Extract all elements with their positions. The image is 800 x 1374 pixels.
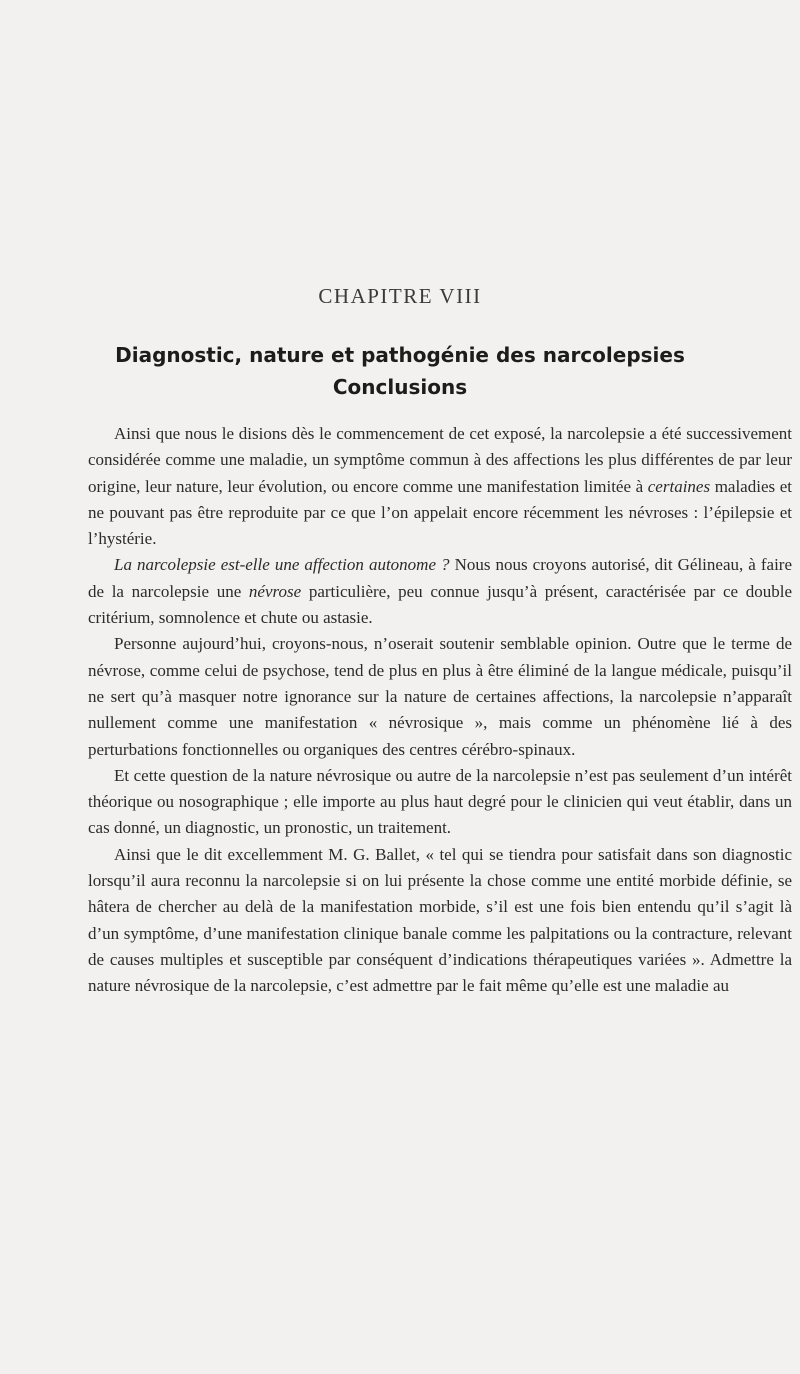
paragraph-2: [88, 552, 792, 631]
chapter-label: CHAPITRE VIII: [318, 284, 482, 308]
paragraph-5: Ainsi que le dit excellemment M. G. Ballet, « tel qui se tiendra pour satisfait dans son diagnostic lorsqu’il aura reconnu la narcolepsie si on lui présente la chose comme une entité morbide définie, se hâtera de chercher au delà de la manifestation morbide, s’il est une fois bien entendu qu’il s’agit là d’un symptôme, d’une manifestation clinique banale comme les palpitations ou la contracture, relevant de causes multiples et susceptible par conséquent d’indications thérapeutiques variées ». Admettre la nature névrosique de la narcolepsie, c’est admettre par le fait même qu’elle est une maladie au: [88, 844, 792, 996]
paragraph-3: Personne aujourd’hui, croyons-nous, n’oserait soutenir semblable opinion. Outre que le terme de névrose, comme celui de psychose, tend de plus en plus à être éliminé de la langue médicale, puisqu’il ne sert qu’à masquer notre ignorance sur la nature de certaines affections, la narcolepsie n’apparaît nullement comme une manifestation « névrosique », mais comme un phénomène lié à des perturbations fonctionnelles ou organiques des centres cérébro-spinaux.: [88, 634, 792, 759]
chapter-subtitle: Conclusions: [332, 375, 468, 399]
paragraph-1: [88, 421, 792, 552]
body-text: [88, 421, 792, 1000]
paragraph-2-question: La narcolepsie est-elle une affection autonome ?: [114, 555, 450, 575]
paragraph-1-emphasis: certaines: [647, 476, 711, 496]
paragraph-2-emphasis: névrose: [248, 581, 302, 601]
paragraph-2-text-d: particulière, peu connue jusqu’à présent, caractérisée par ce double critérium, somnolence et chute ou astasie.: [88, 581, 793, 628]
paragraph-2-text-b: Nous nous croyons autorisé, dit Gélineau, à faire de la narcolepsie une: [88, 555, 793, 601]
paragraph-4: Et cette question de la nature névrosique ou autre de la narcolepsie n’est pas seulement d’un intérêt théorique ou nosographique ; elle importe au plus haut degré pour le clinicien qui veut établir, dans un cas donné, un diagnostic, un pronostic, un traitement.: [88, 765, 792, 838]
paragraph-1-text-c: maladies et ne pouvant pas être reproduite par ce que l’on appelait encore récemment les névroses : l’épilepsie et l’hystérie.: [88, 476, 792, 549]
paragraph-1-text-a: Ainsi que nous le disions dès le commencement de cet exposé, la narcolepsie a été successivement considérée comme une maladie, un symptôme commun à des affections les plus différentes de par leur origine, leur nature, leur évolution, ou encore comme une manifestation limitée à: [88, 424, 792, 496]
chapter-title: Diagnostic, nature et pathogénie des narcolepsies: [115, 343, 685, 367]
